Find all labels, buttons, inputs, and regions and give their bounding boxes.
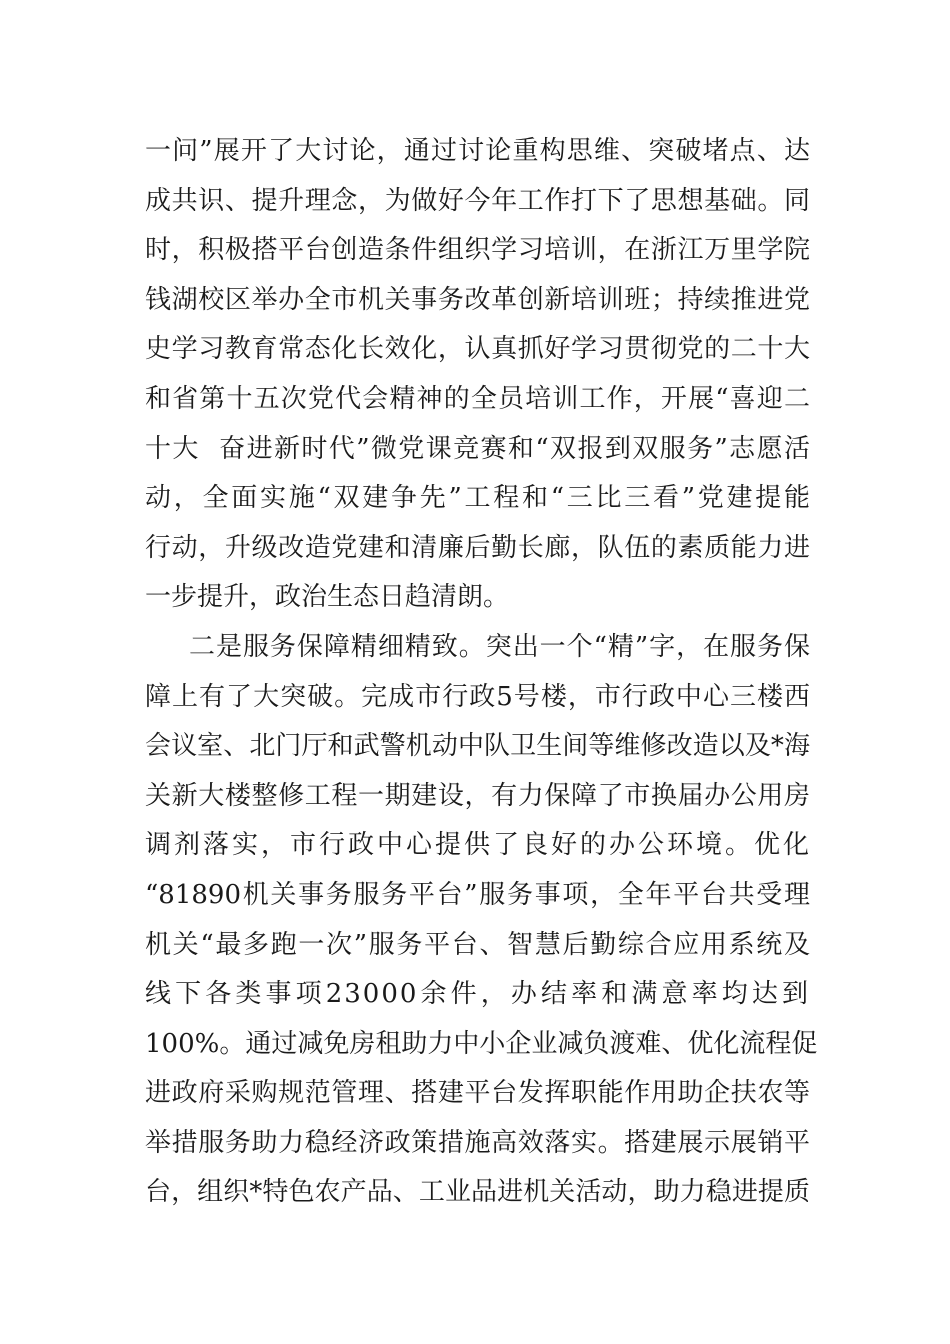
text-line: 和省第十五次党代会精神的全员培训工作，开展“喜迎二 [145, 383, 810, 414]
text-line: 线下各类事项23000余件，办结率和满意率均达到 [145, 979, 810, 1010]
text-line: 台，组织*特色农产品、工业品进机关活动，助力稳进提质 [145, 1177, 810, 1208]
text-line: 会议室、北门厅和武警机动中队卫生间等维修改造以及*海 [145, 731, 810, 762]
text-line: 钱湖校区举办全市机关事务改革创新培训班；持续推进党 [145, 284, 810, 315]
text-line: 进政府采购规范管理、搭建平台发挥职能作用助企扶农等 [145, 1078, 810, 1109]
text-line: 关新大楼整修工程一期建设，有力保障了市换届办公用房 [145, 780, 810, 811]
text-line: 史学习教育常态化长效化，认真抓好学习贯彻党的二十大 [145, 334, 810, 365]
text-line: 机关“最多跑一次”服务平台、智慧后勤综合应用系统及 [145, 929, 810, 960]
text-line: 十大 奋进新时代”微党课竞赛和“双报到双服务”志愿活 [145, 433, 810, 464]
text-line: 动，全面实施“双建争先”工程和“三比三看”党建提能 [145, 483, 810, 514]
text-line: “81890机关事务服务平台”服务事项，全年平台共受理 [145, 879, 810, 910]
text-line: 障上有了大突破。完成市行政5号楼，市行政中心三楼西 [145, 681, 810, 712]
text-line: 行动，升级改造党建和清廉后勤长廊，队伍的素质能力进 [145, 532, 810, 563]
text-line: 时，积极搭平台创造条件组织学习培训，在浙江万里学院 [145, 235, 810, 266]
paragraph-start-line: 二是服务保障精细精致。突出一个“精”字，在服务保 [189, 631, 810, 662]
text-line: 100%。通过减免房租助力中小企业减负渡难、优化流程促 [145, 1028, 818, 1059]
paragraph-end-line: 一步提升，政治生态日趋清朗。 [145, 582, 510, 613]
text-line: 举措服务助力稳经济政策措施高效落实。搭建展示展销平 [145, 1127, 810, 1158]
text-line: 一问”展开了大讨论，通过讨论重构思维、突破堵点、达 [145, 136, 810, 166]
text-line: 调剂落实，市行政中心提供了良好的办公环境。优化 [145, 830, 810, 861]
text-line: 成共识、提升理念，为做好今年工作打下了思想基础。同 [145, 185, 810, 216]
body-text [145, 127, 818, 1218]
